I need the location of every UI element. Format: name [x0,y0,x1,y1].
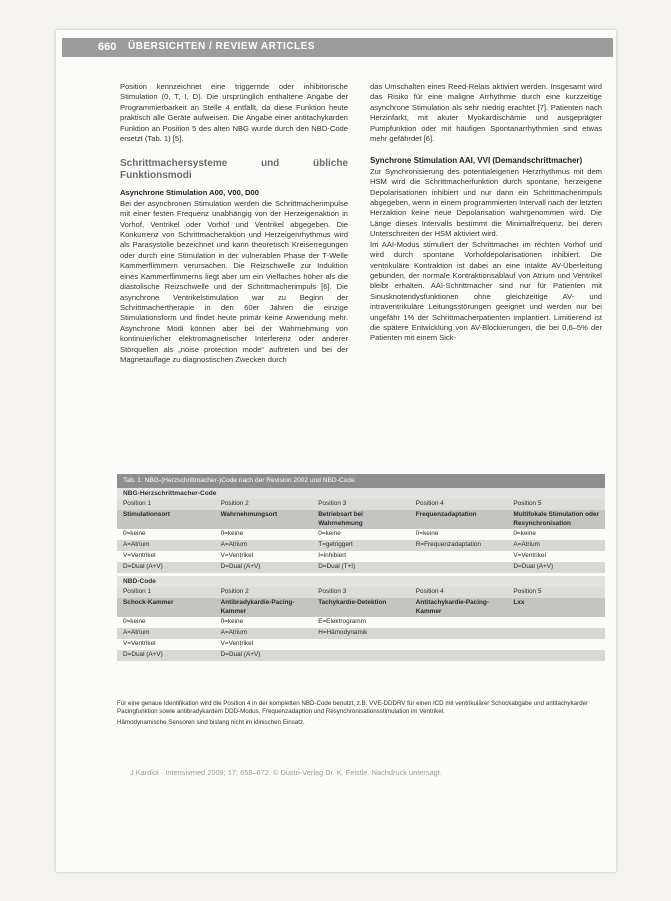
table-cell: A=Atrium [117,540,215,551]
table-row [117,551,605,562]
table-cell: D=Dual (A+V) [117,650,215,661]
table-cell [507,628,605,639]
table-cell: Position 1 [117,587,215,598]
page-number: 660 [98,41,117,53]
table-cell: 0=keine [312,529,410,540]
body-paragraph: Bei der asynchronen Stimulation werden die Schrittmacherimpulse mit einer festen Frequenz unabhängig von der Herzeigenaktion in Vorhof, Ventrikel oder Vorhof und Ventrikel abgegeben. Die Konkurrenz von Schrittmacheraktion und Herzeigenrhythmus wird als Parasystolie bezeichnet und kann theoretisch Kreiserregungen oder durch eine Stimulation in der vulnerablen Phase der T-Welle Kammerflimmern verursachen. Die Reizschwelle zur Induktion eines Kammerflimmerns liegt aber um ein Vielfaches höher als die diastolische Reizschwelle und der Schrittmacherimpuls [6]. Die asynchrone Ventrikelstimulation war zu Beginn der Schrittmachertherapie in den 60er Jahren die einzige Stimulationsform und findet heute primär keine Anwendung mehr. Asynchrone Modi können aber bei der Wahrnehmung von kontinuierlicher elektromagnetischer Interferenz oder anderer Störquellen als „noise protection mode“ auftreten und bei der Magnetauflage zu diagnostischen Zwecken durch [120,198,348,364]
table-cell [410,628,508,639]
table-cell: D=Dual (A+V) [215,562,313,573]
table-cell [410,551,508,562]
section-title: ÜBERSICHTEN / REVIEW ARTICLES [128,41,315,52]
table-cell: 0=keine [117,617,215,628]
table-cell: D=Dual (A+V) [215,650,313,661]
table-cell: R=Frequenzadaptation [410,540,508,551]
table-cell: V=Ventrikel [215,639,313,650]
table-cell: V=Ventrikel [215,551,313,562]
table-row [117,650,605,661]
table-caption: Tab. 1: NBG-(Herzschrittmacher-)Code nach der Revision 2002 und NBD-Code. [117,474,605,488]
table-cell: Schock-Kammer [117,598,215,617]
table-cell: Position 4 [410,587,508,598]
subheading-synchronous: Synchrone Stimulation AAI, VVI (Demandschrittmacher) [370,156,583,166]
table-cell: 0=keine [117,529,215,540]
table-cell: Position 4 [410,499,508,510]
table-row [117,617,605,628]
table-cell: Position 5 [507,499,605,510]
table-cell: Wahrnehmungsort [215,510,313,529]
subheading-asynchronous: Asynchrone Stimulation A00, V00, D00 [120,188,259,198]
table-cell: A=Atrium [117,628,215,639]
table-group-title: NBG-Herzschrittmacher-Code [117,488,605,499]
table-cell: Position 2 [215,587,313,598]
table-cell: D=Dual (A+V) [117,562,215,573]
table-cell: D=Dual (A+V) [507,562,605,573]
table-cell: Multifokale Stimulation oder Resynchronisation [507,510,605,529]
table-cell: Position 2 [215,499,313,510]
table-cell: Stimulationsort [117,510,215,529]
table-cell [410,617,508,628]
table-cell: V=Ventrikel [507,551,605,562]
table-row [117,628,605,639]
table-cell: Frequenzadaptation [410,510,508,529]
table-row [117,529,605,540]
table-cell: I=inhibiert [312,551,410,562]
table-group-title: NBD-Code [117,576,605,587]
table-row [117,562,605,573]
table-cell: Position 3 [312,587,410,598]
footnote-2: Hämodynamische Sensoren sind bislang nicht im klinischen Einsatz. [117,719,305,727]
left-column [120,82,348,365]
nbg-table [117,499,605,573]
table-cell: 0=keine [215,529,313,540]
table-cell: A=Atrium [215,628,313,639]
table-cell: Lxx [507,598,605,617]
table-row [117,639,605,650]
table-cell: Antitachykardie-Pacing-Kammer [410,598,508,617]
table-row [117,540,605,551]
table-cell: V=Ventrikel [117,639,215,650]
nbd-table [117,587,605,661]
table-cell: A=Atrium [507,540,605,551]
page-footer: J Kardiol · Intensivmed 2009; 17: 658–672. © Dustri-Verlag Dr. K. Feistle. Nachdruck untersagt. [130,768,442,777]
page-header [62,38,613,57]
table-cell: A=Atrium [215,540,313,551]
table-cell: V=Ventrikel [117,551,215,562]
table-cell: 0=keine [507,529,605,540]
footnote-1: Für eine genaue Identifikation wird die Position 4 in der kompletten NBD-Code benutzt, z.B. VVE-DDDRV für einen ICD mit ventrikulärer Schockabgabe und antitachykarder Pacingfunktion sowie antibradykardem DDD-Modus, Frequenzadaption und Resynchronisationsstimulation im Ventrikel. [117,700,589,716]
table-cell [507,650,605,661]
table-cell: 0=keine [410,529,508,540]
right-column [370,82,602,344]
table-cell: Tachykardie-Detektion [312,598,410,617]
table-cell [507,639,605,650]
table-cell: Position 5 [507,587,605,598]
table-cell [312,639,410,650]
table-1 [117,474,605,661]
intro-paragraph: Position kennzeichnet eine triggernde oder inhibitorische Stimulation (0, T, I, D). Die ursprünglich enthaltene Angabe der Programmierbarkeit an Stelle 4 entfällt, da diese Funktion heute praktisch alle Geräte aufweisen. Die Angabe einer antitachykarden Funktion an Position 5 des alten NBG wurde durch den NBD-Code ersetzt (Tab. 1) [5]. [120,82,348,144]
table-cell: T=getriggert [312,540,410,551]
table-cell: Betriebsart bei Wahrnehmung [312,510,410,529]
table-cell [312,650,410,661]
table-cell: Position 1 [117,499,215,510]
table-cell [410,639,508,650]
table-cell: H=Hämodynamik [312,628,410,639]
table-cell [410,650,508,661]
table-cell: Antibradykardie-Pacing-Kammer [215,598,313,617]
paragraph-3: Im AAI-Modus stimuliert der Schrittmacher im rechten Vorhof und wird durch spontane Vorhofdepolarisationen inhibiert. Die ventrikuläre Kontraktion ist dabei an eine intakte AV-Überleitung gebunden, der normale Kontraktionsablauf von Atrium und Ventrikel bleibt erhalten. AAI-Schrittmacher sind nur für Patienten mit Sinusknotendysfunktionen ohne gleichzeitige AV- und intraventrikuläre Leitungsstörungen geeignet und werden nur bei ungefähr 1% der Schrittmacherpatienten implantiert. Limitierend ist die spätere Entwicklung von AV-Blockierungen, die bei 0,6–5% der Patienten mit einem Sick- [370,239,602,343]
paragraph-1: das Umschalten eines Reed-Relais aktiviert werden. Insgesamt wird das Risiko für eine maligne Arrhythmie durch eine kurzzeitige asynchrone Stimulation als sehr niedrig erachtet [7]. Patienten nach Herzinfarkt, mit akuter Myokardischämie und ausgeprägter Pumpfunktion oder mit häufigen Spontanarrhythmien sind etwas mehr gefährdet [6]. [370,82,602,144]
table-footnotes [117,700,605,731]
paragraph-2: Zur Synchronisierung des potentialeigenen Herzrhythmus mit dem HSM wird die Schrittmacherfunktion durch spontane, herzeigene Depolarisationen inhibiert und nur dann ein Schrittmacherimpuls abgegeben, wenn in einem programmierten Intervall nach der letzten Herzaktion keine neue Depolarisation wahrgenommen wird. Die Länge dieses Intervalls bestimmt die Minimalfrequenz, bei deren Unterschreiten der HSM aktiviert wird. [370,166,602,239]
table-cell: 0=keine [215,617,313,628]
table-cell: E=Elektrogramm [312,617,410,628]
table-cell [507,617,605,628]
table-cell: D=Dual (T+I) [312,562,410,573]
table-cell: Position 3 [312,499,410,510]
section-heading: Schrittmachersysteme und übliche Funktionsmodi [120,158,348,182]
table-cell [410,562,508,573]
